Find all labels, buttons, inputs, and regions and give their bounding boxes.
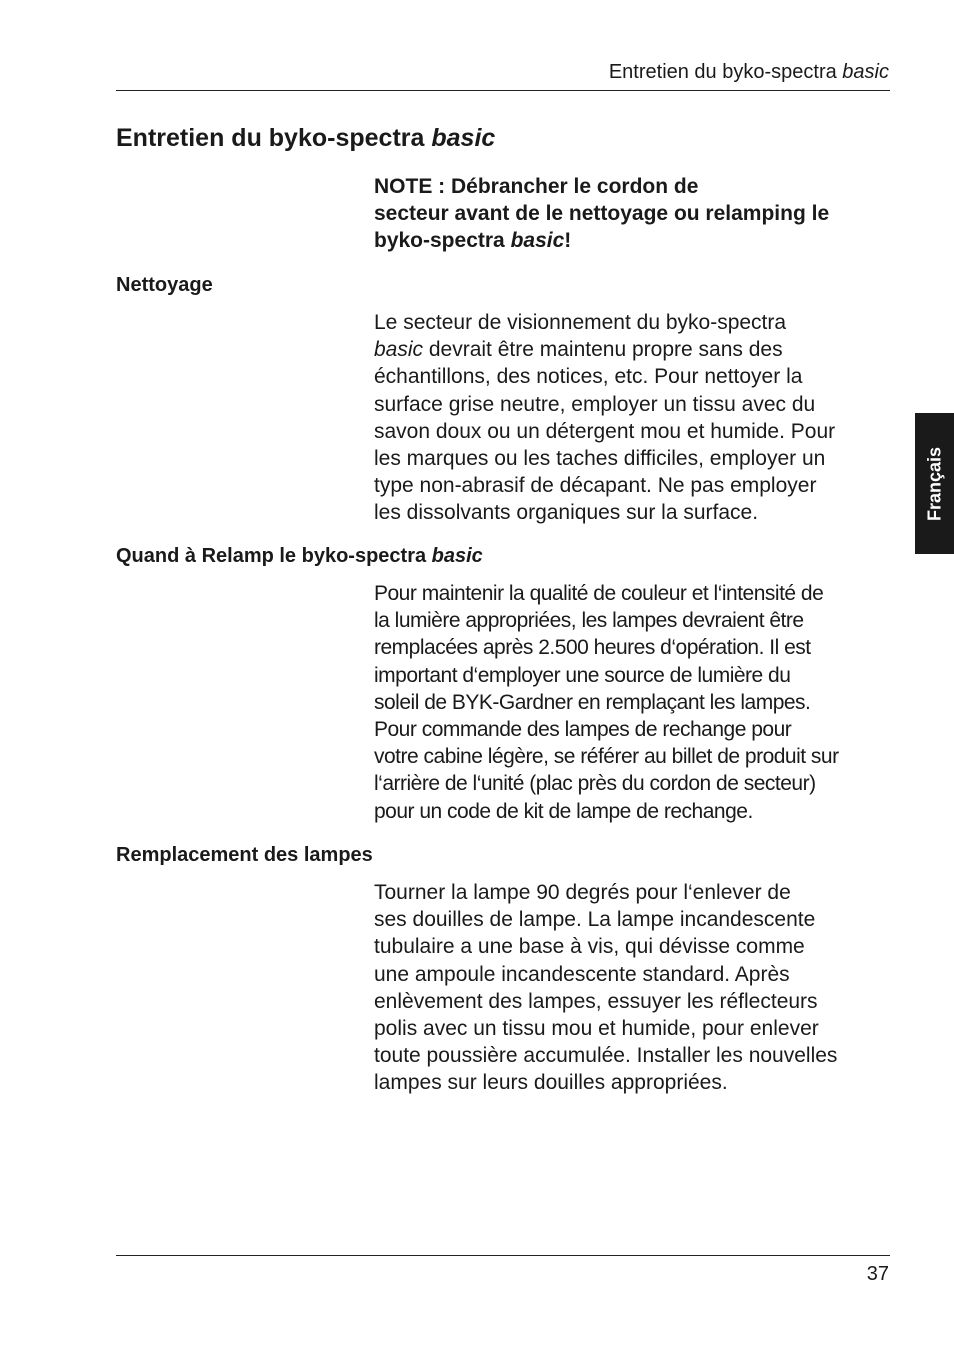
section-heading-nettoyage: Nettoyage [116,274,213,296]
footer-rule [116,1255,890,1256]
section-body-nettoyage: Le secteur de visionnement du byko-spectra basic devrait être maintenu propre sans des échantillons, des notices, etc. Pour nettoyer la surface grise neutre, employer un tissu avec du savon doux ou un détergent mou et humide. Pour les marques ou les taches difficiles, employer un type non-abrasif de décapant. Ne pas employer les dissolvants organiques sur la surface. [374,311,836,525]
language-side-tab [915,413,954,554]
language-tab-label: Français [924,446,944,521]
header-rule [116,90,890,91]
running-header: Entretien du byko-spectra basic [608,61,889,83]
section-body-relamp: Pour maintenir la qualité de couleur et l‘intensité de la lumière appropriées, les lampes devraient être remplacées après 2.500 heures d‘opération. Il est important d‘employer une source de lumière du soleil de BYK-Gardner en remplaçant les lampes. Pour commande des lampes de rechange pour votre cabine légère, se référer au billet de produit sur l‘arrière de l‘unité (plac près du cordon de secteur) pour un code de kit de lampe de rechange. [374,582,839,823]
page-number: 37 [866,1263,889,1285]
section-heading-relamp: Quand à Relamp le byko-spectra basic [116,545,483,567]
section-heading-remplacement: Remplacement des lampes [116,844,373,866]
section-body-remplacement: Tourner la lampe 90 degrés pour l‘enlever de ses douilles de lampe. La lampe incandescente tubulaire a une base à vis, qui dévisse comme une ampoule incandescente standard. Après enlèvement des lampes, essuyer les réflecteurs polis avec un tissu mou et humide, pour enlever toute poussière accumulée. Installer les nouvelles lampes sur leurs douilles appropriées. [374,881,838,1095]
safety-note: NOTE : Débrancher le cordon de secteur avant de le nettoyage ou relamping le byko-spectra basic! [374,175,830,253]
page-title: Entretien du byko-spectra basic [116,124,496,152]
